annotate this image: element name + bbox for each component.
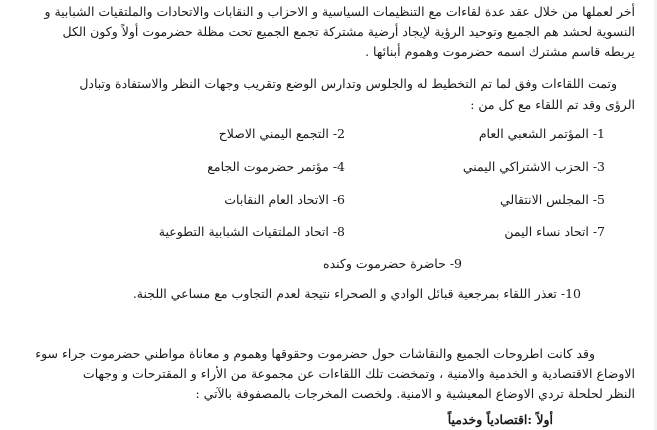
org-item-2: 2- التجمع اليمني الاصلاح [218, 126, 345, 141]
org-item-6: 6- الاتحاد العام النقابات [224, 192, 345, 207]
org-item-5: 5- المجلس الانتقالي [500, 192, 605, 207]
org-item-1: 1- المؤتمر الشعبي العام [478, 126, 605, 141]
paragraph-1-line-3: يربطه قاسم مشترك اسمه حضرموت وهموم أبنائها . [365, 44, 635, 59]
paragraph-2-line-2: الرؤى وقد تم اللقاء مع كل من : [470, 97, 635, 112]
paragraph-1-line-1: أخر لعملها من خلال عقد عدة لقاءات مع التنظيمات السياسية و الاحزاب و النقابات والاتحادات والملتقيات الشبابية و [44, 4, 635, 19]
org-item-9: 9- حاضرة حضرموت وكنده [323, 256, 462, 271]
paragraph-3-line-3: النظر لحلحلة تردي الاوضاع المعيشية و الامنية. ولخصت المخرجات بالمصفوفة بالآتي : [195, 386, 635, 401]
org-item-8: 8- اتحاد الملتقيات الشبابية التطوعية [158, 224, 345, 239]
paragraph-3-line-2: الاوضاع الاقتصادية و الخدمية والامنية ، وتمخضت تلك اللقاءات عن مجموعة من الأراء و المقترحات و وجهات [82, 366, 635, 381]
org-item-4: 4- مؤتمر حضرموت الجامع [207, 159, 345, 174]
section-heading: أولاً :اقتصادياً وخدمياً [447, 412, 553, 427]
org-item-10: 10- تعذر اللقاء بمرجعية قبائل الوادي و الصحراء نتيجة لعدم التجاوب مع مساعي اللجنة. [132, 286, 581, 301]
paragraph-2-line-1: وتمت اللقاءات وفق لما تم التخطيط له والجلوس وتدارس الوضع وتقريب وجهات النظر والاستفادة وتبادل [79, 76, 617, 91]
paragraph-3-line-1: وقد كانت اطروحات الجميع والنقاشات حول حضرموت وحقوقها وهموم و معاناة مواطني حضرموت جراء سوء [35, 346, 595, 361]
org-item-3: 3- الحزب الاشتراكي اليمني [462, 159, 605, 174]
org-item-7: 7- اتحاد نساء اليمن [504, 224, 605, 239]
paragraph-1-line-2: النسوية لحشد هم الجميع وتوحيد الرؤية لإيجاد أرضية مشتركة تجمع الجميع تحت مظلة حضرموت أولاً وكون الكل [62, 24, 635, 39]
